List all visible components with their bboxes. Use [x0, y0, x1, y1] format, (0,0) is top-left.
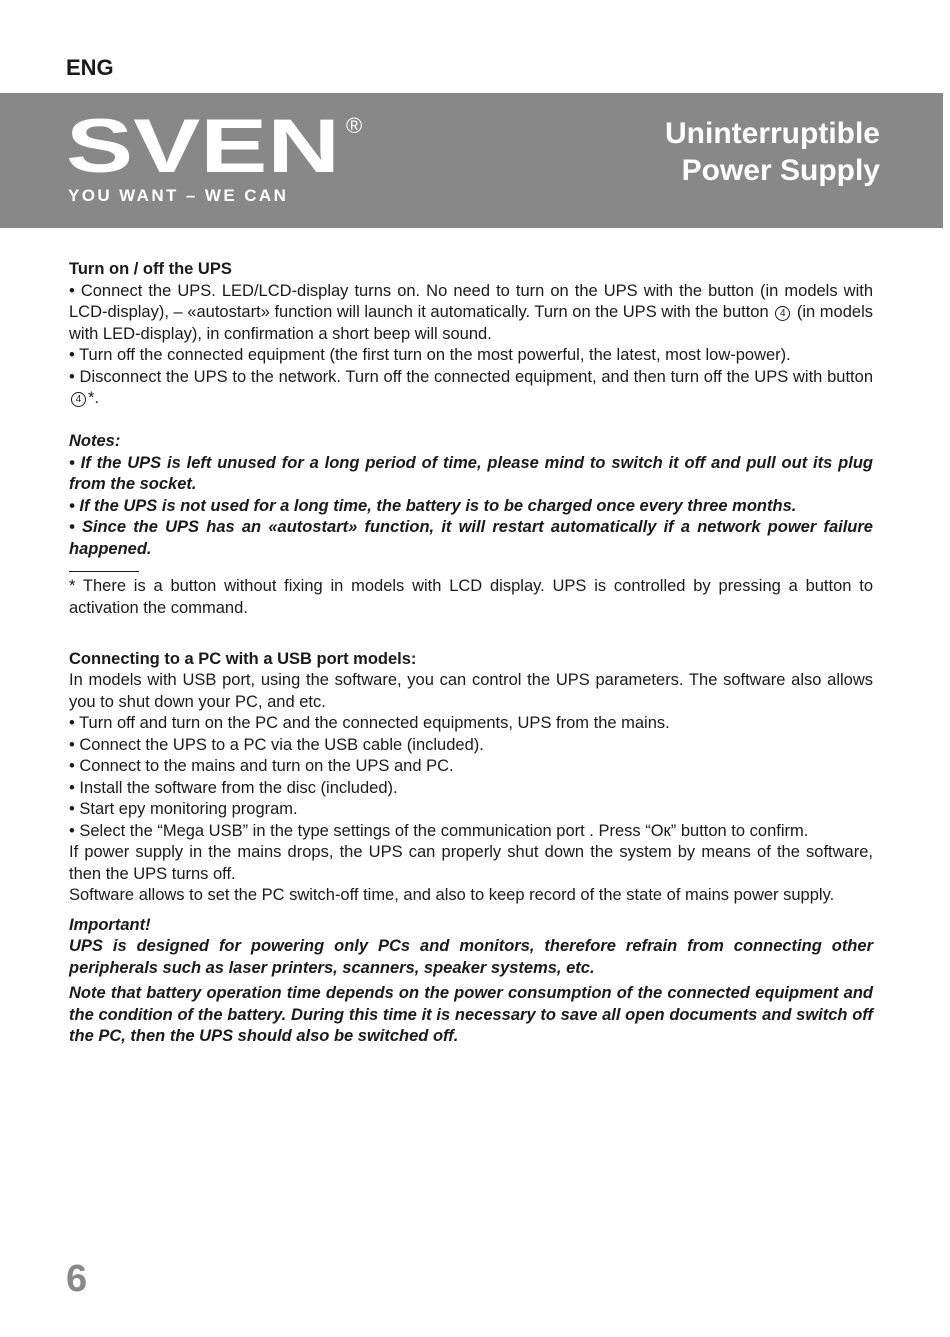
notes-heading: Notes:	[69, 432, 121, 450]
button-number-icon: 4	[71, 392, 86, 407]
text-run: (in models with LED-display), in confirmation a short beep will sound.	[69, 303, 873, 343]
registered-mark: ®	[346, 113, 363, 138]
button-number-icon: 4	[775, 306, 790, 321]
paragraph	[69, 367, 873, 410]
list-item: • Turn off and turn on the PC and the connected equipments, UPS from the mains.	[69, 714, 670, 732]
list-item: • Start epy monitoring program.	[69, 800, 298, 818]
footnote: * There is a button without fixing in models with LCD display. UPS is controlled by pressing a button to activation the command.	[69, 577, 873, 617]
note-item: • If the UPS is not used for a long time, the battery is to be charged once every three months.	[69, 496, 797, 515]
footnote-divider	[69, 571, 139, 572]
spacer	[69, 410, 873, 432]
title-line-2: Power Supply	[681, 154, 880, 187]
section-heading-turn-on-off: Turn on / off the UPS	[69, 260, 232, 278]
text-run: • Disconnect the UPS to the network. Turn off the connected equipment, and then turn off the UPS with button	[69, 367, 873, 386]
document-title	[665, 115, 880, 189]
section-heading-usb: Connecting to a PC with a USB port models:	[69, 649, 417, 668]
paragraph	[69, 281, 873, 346]
page-number: 6	[66, 1258, 88, 1300]
title-line-1: Uninterruptible	[665, 117, 880, 150]
paragraph: • Turn off the connected equipment (the first turn on the most powerful, the latest, most low-power).	[69, 346, 791, 364]
text-run: • Connect the UPS. LED/LCD-display turns on. No need to turn on the UPS with the button (in models with LCD-display), – «autostart» function will launch it automatically. Turn on the UPS with the button	[69, 281, 873, 321]
spacer	[69, 641, 873, 649]
spacer	[69, 907, 873, 915]
language-label: ENG	[66, 55, 114, 80]
brand-tagline: YOU WANT – WE CAN	[68, 186, 289, 205]
logo-wordmark: SVEN	[66, 116, 340, 176]
important-paragraph: Note that battery operation time depends on the power consumption of the connected equipment and the condition of the battery. During this time it is necessary to save all open documents and switch off the PC, then the UPS should also be switched off.	[69, 984, 873, 1045]
manual-content	[69, 259, 873, 1048]
paragraph: Software allows to set the PC switch-off time, and also to keep record of the state of mains power supply.	[69, 886, 835, 904]
sven-logo	[66, 116, 346, 176]
header-banner	[0, 93, 943, 228]
important-heading: Important!	[69, 915, 151, 934]
paragraph: If power supply in the mains drops, the UPS can properly shut down the system by means of the software, then the UPS turns off.	[69, 843, 873, 883]
spacer	[69, 619, 873, 641]
text-run: *.	[88, 389, 100, 407]
list-item: • Install the software from the disc (included).	[69, 778, 398, 797]
note-item: • Since the UPS has an «autostart» function, it will restart automatically if a network power failure happened.	[69, 518, 873, 558]
important-paragraph: UPS is designed for powering only PCs and monitors, therefore refrain from connecting other peripherals such as laser printers, scanners, speaker systems, etc.	[69, 937, 873, 977]
note-item: • If the UPS is left unused for a long period of time, please mind to switch it off and pull out its plug from the socket.	[69, 453, 873, 493]
list-item: • Connect to the mains and turn on the UPS and PC.	[69, 757, 454, 775]
list-item: • Select the “Mega USB” in the type settings of the communication port . Press “Oк” button to confirm.	[69, 821, 809, 840]
paragraph: In models with USB port, using the software, you can control the UPS parameters. The software also allows you to shut down your PC, and etc.	[69, 671, 873, 711]
list-item: • Connect the UPS to a PC via the USB cable (included).	[69, 735, 484, 754]
